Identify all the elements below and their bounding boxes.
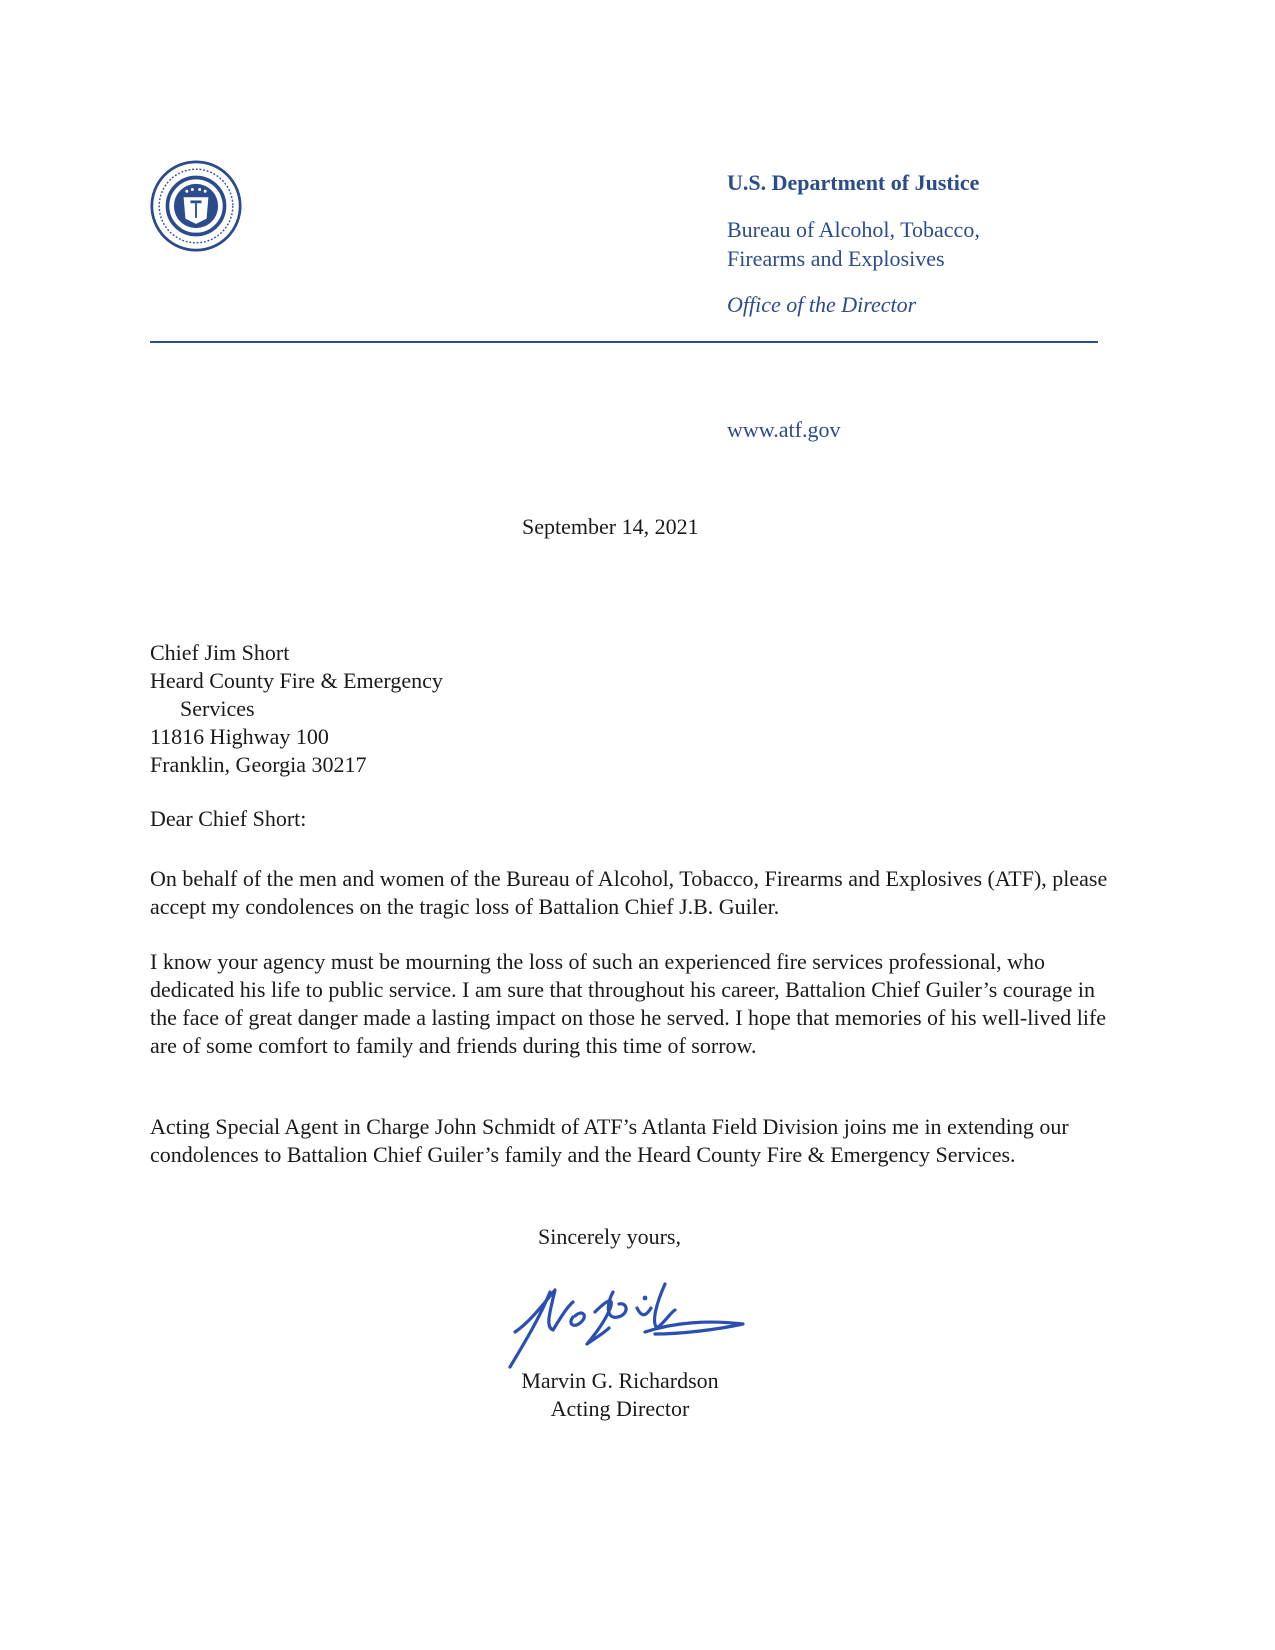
office-name: Office of the Director — [727, 292, 917, 317]
salutation: Dear Chief Short: — [150, 806, 307, 831]
letter-date: September 14, 2021 — [522, 514, 699, 539]
signer-name: Marvin G. Richardson — [521, 1368, 719, 1393]
closing: Sincerely yours, — [538, 1224, 681, 1249]
body-paragraph: I know your agency must be mourning the loss of such an experienced fire services professional, who dedicated his life to public service. I am sure that throughout his career, Battalion Chief Guiler’s courage in the face of great danger made a lasting impact on those he served. I hope that memories of his well-lived life are of some comfort to family and friends during this time of sorrow. — [150, 949, 1107, 1058]
letterhead — [727, 168, 980, 320]
body-paragraph: Acting Special Agent in Charge John Schmidt of ATF’s Atlanta Field Division joins me in extending our condolences to Battalion Chief Guiler’s family and the Heard County Fire & Emergency Services. — [150, 1114, 1069, 1167]
recipient-name: Chief Jim Short — [150, 640, 290, 665]
body-paragraph: On behalf of the men and women of the Bureau of Alcohol, Tobacco, Firearms and Explosives (ATF), please accept my condolences on the tragic loss of Battalion Chief J.B. Guiler. — [150, 866, 1108, 919]
signer-block — [508, 1367, 732, 1423]
recipient-street: 11816 Highway 100 — [150, 724, 329, 749]
website: www.atf.gov — [727, 417, 841, 442]
recipient-city: Franklin, Georgia 30217 — [150, 752, 367, 777]
recipient-organization: Heard County Fire & Emergency — [150, 668, 443, 693]
recipient-organization-cont: Services — [180, 696, 255, 721]
doj-seal-icon — [150, 160, 242, 252]
handwritten-signature-icon — [495, 1272, 760, 1372]
department-name: U.S. Department of Justice — [727, 170, 980, 195]
bureau-name-line2: Firearms and Explosives — [727, 246, 945, 271]
bureau-name — [727, 215, 980, 273]
signer-title: Acting Director — [550, 1396, 690, 1421]
letterhead-divider — [150, 341, 1098, 343]
bureau-name-line1: Bureau of Alcohol, Tobacco, — [727, 217, 980, 242]
recipient-address — [150, 639, 443, 779]
